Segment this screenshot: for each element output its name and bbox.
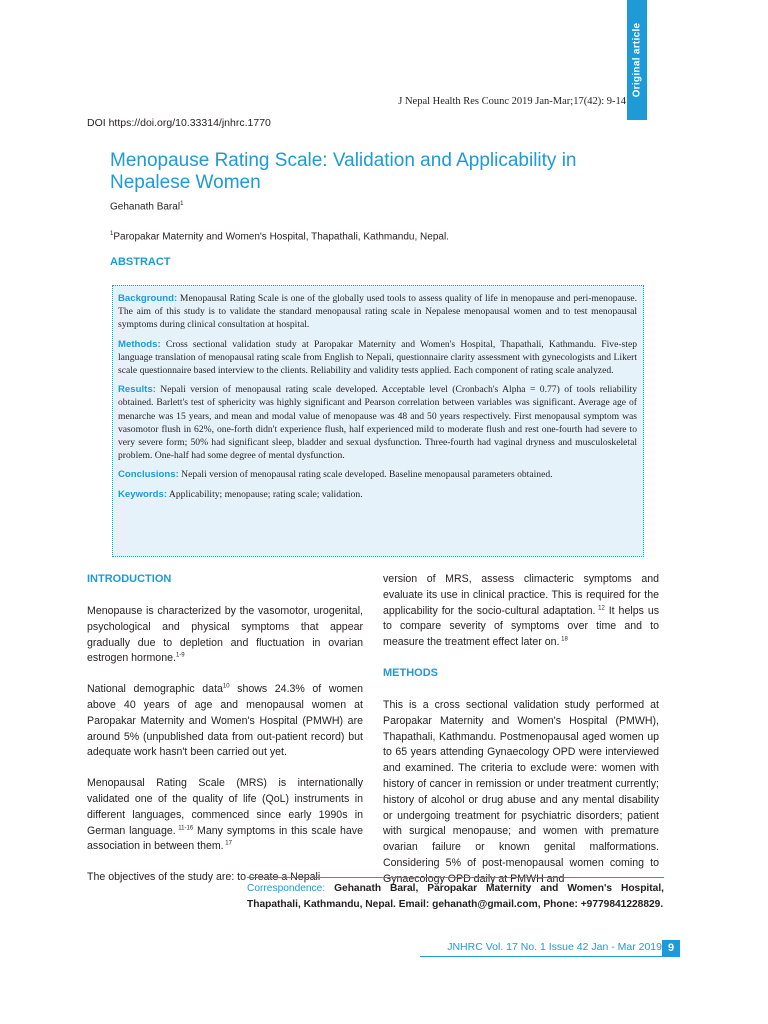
methods-label: Methods: <box>118 338 161 350</box>
right-p1-ref-2: 18 <box>559 636 568 643</box>
doi-link[interactable]: DOI https://doi.org/10.33314/jnhrc.1770 <box>87 117 271 129</box>
abstract-background <box>118 292 637 332</box>
intro-paragraph-3 <box>87 776 363 855</box>
conclusions-label: Conclusions: <box>118 469 179 481</box>
right-p1-text-b: It helps us to compare severity of symptoms over time and to measure the treatment effect later on. <box>383 604 660 649</box>
right-paragraph-1 <box>383 572 659 651</box>
methods-heading: METHODS <box>383 666 438 679</box>
article-type-label: Original article <box>631 22 643 98</box>
article-title: Menopause Rating Scale: Validation and Applicability in Nepalese Women <box>110 150 577 193</box>
results-text: Nepali version of menopausal rating scale developed. Acceptable level (Cronbach's Alpha = 0.77) of tools reliability obtained. Barlett's test of sphericity was highly significant and Pearson correlation between variables was significant. Average age of menarche was 15 years, and mean and modal value of menopause was 48 and 50 years respectively. First menopausal symptom was vasomotor flush in 62%, one-forth didn't experience flush, half experienced mild to moderate flush and rest one-fourth had severe to very severe form; 50% had significant sleep, bladder and sexual dysfunction. Three-fourth had vaginal dryness and musculoskeletal problem. One-half had some degree of mental dysfunction. <box>118 384 637 462</box>
keywords-text: Applicability; menopause; rating scale; validation. <box>167 488 363 500</box>
intro-p3-ref-2: 17 <box>223 840 232 847</box>
page-number: 9 <box>662 940 680 957</box>
right-p1-text-a: version of MRS, assess climacteric symptoms and evaluate its use in clinical practice. This is required for the applicability for the socio-cultural adaptation. <box>383 573 659 617</box>
abstract-heading: ABSTRACT <box>110 256 171 268</box>
intro-p3-text-b: Many symptoms in this scale have association in between them. <box>87 824 363 853</box>
background-label: Background: <box>118 293 178 304</box>
left-column <box>87 572 363 901</box>
intro-paragraph-2 <box>87 682 363 761</box>
journal-citation: J Nepal Health Res Counc 2019 Jan-Mar;17(42): 9-14 <box>398 96 626 107</box>
intro-p2-ref: 10 <box>222 683 230 690</box>
affiliation <box>110 231 449 242</box>
author-line <box>110 201 183 212</box>
methods-text: Cross sectional validation study at Paropakar Maternity and Women's Hospital, Thapathali, Kathmandu. Five-step language translation of menopausal rating scale from English to Nepali, questionnaire clarity assessment with gynecologists and Likert scale questionnaire based interview to the clients. Reliability and validity tests applied. Each component of rating scale analyzed. <box>118 338 637 377</box>
intro-paragraph-1 <box>87 604 363 667</box>
right-column <box>383 572 659 903</box>
right-p1-ref-1: 12 <box>595 605 605 612</box>
abstract-keywords <box>118 488 637 501</box>
correspondence-label: Correspondence: <box>247 883 326 894</box>
keywords-label: Keywords: <box>118 488 168 500</box>
article-type-tab <box>627 0 647 120</box>
intro-p3-text-a: Menopausal Rating Scale (MRS) is internationally validated one of the quality of life (QoL) instruments in different languages, commenced since early 1990s in German language. <box>87 777 363 837</box>
author-sup: 1 <box>180 201 184 207</box>
abstract-methods <box>118 338 637 378</box>
footer-issue: JNHRC Vol. 17 No. 1 Issue 42 Jan - Mar 2019 <box>420 940 662 957</box>
correspondence-block <box>247 877 664 912</box>
background-text: Menopausal Rating Scale is one of the globally used tools to assess quality of life in menopause and peri-menopause. The aim of this study is to validate the standard menopausal rating scale in Nepalese menopausal women and to test menopausal symptoms during clinical consultation at hospital. <box>118 293 637 331</box>
affiliation-text: Paropakar Maternity and Women's Hospital, Thapathali, Kathmandu, Nepal. <box>113 231 449 243</box>
author-name: Gehanath Baral <box>110 201 181 213</box>
intro-p1-ref: 1-9 <box>175 652 185 659</box>
conclusions-text: Nepali version of menopausal rating scale developed. Baseline menopausal parameters obtained. <box>178 469 553 481</box>
abstract-results <box>118 383 637 462</box>
intro-p3-ref-1: 11-16 <box>175 825 194 832</box>
methods-paragraph: This is a cross sectional validation study performed at Paropakar Maternity and Women's Hospital (PMWH), Thapathali, Kathmandu. Postmenopausal aged women up to 65 years attending Gynaecology OPD were interviewed and examined. The criteria to exclude were: women with history of cancer in remission or under treatment currently; history of alcohol or drug abuse and any mental disability or undergoing treatment for psychiatric disorders; patient with surgical menopause; and women with premature ovarian failure or known genital malformations. Considering 5% of post-menopausal women coming to Gynaecology OPD daily at PMWH and <box>383 698 659 885</box>
affiliation-sup: 1 <box>110 231 114 237</box>
abstract-conclusions <box>118 468 637 481</box>
abstract-box <box>112 285 644 557</box>
intro-p1-text: Menopause is characterized by the vasomotor, urogenital, psychological and physical symptoms that appear gradually due to depletion and fluctuation in ovarian estrogen hormone. <box>87 605 363 665</box>
results-label: Results: <box>118 384 156 396</box>
intro-p2-text-b: shows 24.3% of women above 40 years of age and menopausal women at Paropakar Maternity and Women's Hospital (PMWH) are around 5% (unpublished data from out-patient record) but adequate work hasn't been carried out yet. <box>87 683 363 759</box>
correspondence-text: Gehanath Baral, Paropakar Maternity and Women's Hospital, Thapathali, Kathmandu, Nepal. Email: gehanath@gmail.com, Phone: +9779841228829. <box>247 883 664 910</box>
intro-paragraph-4: The objectives of the study are: to create a Nepali <box>87 871 321 884</box>
intro-p2-text-a: National demographic data <box>87 683 223 696</box>
introduction-heading: INTRODUCTION <box>87 573 172 585</box>
